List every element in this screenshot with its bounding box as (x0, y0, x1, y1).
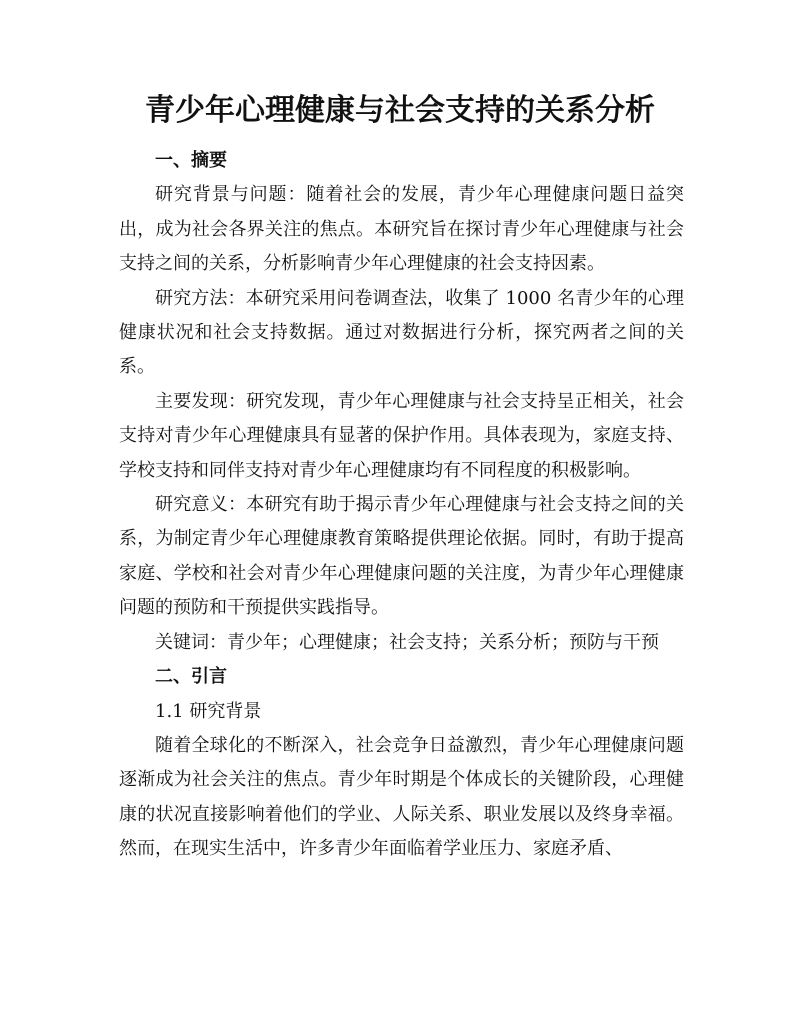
findings-paragraph: 主要发现：研究发现，青少年心理健康与社会支持呈正相关，社会支持对青少年心理健康具有显著的保护作用。具体表现为，家庭支持、学校支持和同伴支持对青少年心理健康均有不同程度的积极影响。 (119, 390, 684, 481)
abstract-heading: 一、摘要 (155, 150, 227, 171)
document-body (119, 144, 684, 867)
method-paragraph: 研究方法：本研究采用问卷调查法，收集了 1000 名青少年的心理健康状况和社会支持数据。通过对数据进行分析，探究两者之间的关系。 (119, 287, 684, 378)
document-title: 青少年心理健康与社会支持的关系分析 (145, 93, 655, 128)
keywords-line: 关键词：青少年；心理健康；社会支持；关系分析；预防与干预 (155, 631, 659, 653)
background-paragraph: 研究背景与问题：随着社会的发展，青少年心理健康问题日益突出，成为社会各界关注的焦点。本研究旨在探讨青少年心理健康与社会支持之间的关系，分析影响青少年心理健康的社会支持因素。 (119, 184, 684, 275)
subsection-heading-1-1: 1.1 研究背景 (155, 700, 262, 722)
intro-paragraph: 随着全球化的不断深入，社会竞争日益激烈，青少年心理健康问题逐渐成为社会关注的焦点。青少年时期是个体成长的关键阶段，心理健康的状况直接影响着他们的学业、人际关系、职业发展以及终身幸福。然而，在现实生活中，许多青少年面临着学业压力、家庭矛盾、 (119, 734, 684, 860)
intro-heading: 二、引言 (155, 666, 227, 688)
significance-paragraph: 研究意义：本研究有助于揭示青少年心理健康与社会支持之间的关系，为制定青少年心理健康教育策略提供理论依据。同时，有助于提高家庭、学校和社会对青少年心理健康问题的关注度，为青少年心理健康问题的预防和干预提供实践指导。 (119, 494, 684, 619)
